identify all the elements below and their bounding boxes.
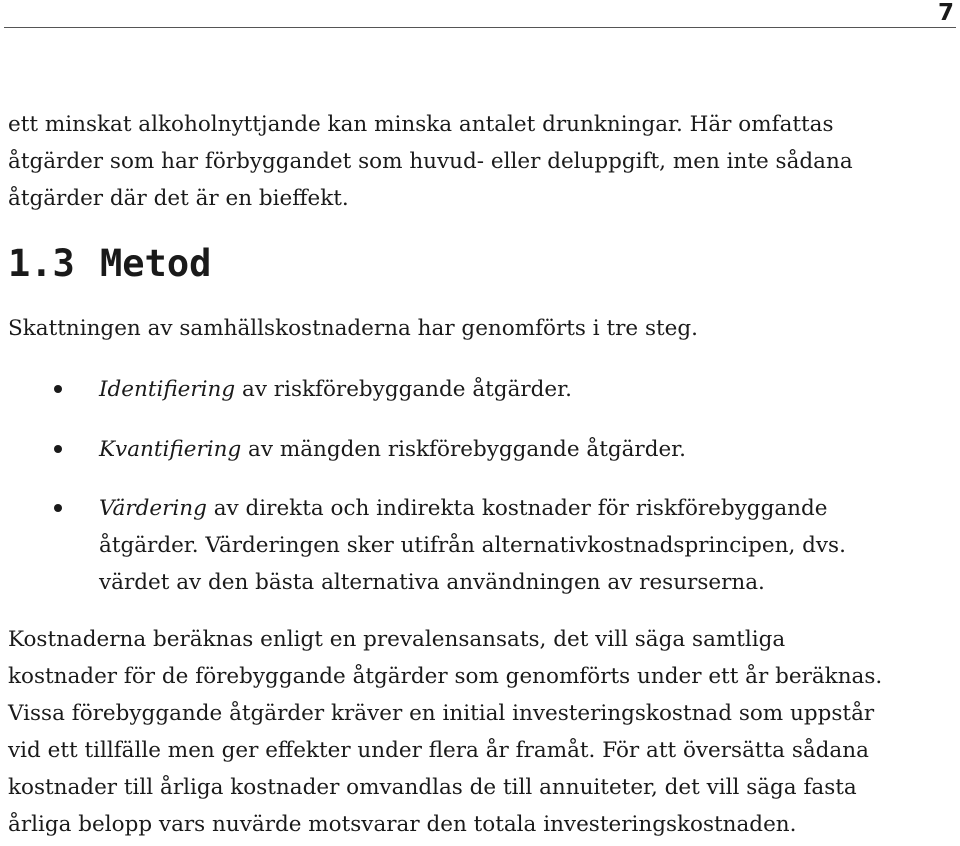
bullet-icon <box>54 445 62 453</box>
header-rule <box>4 27 956 28</box>
step-text: av mängden riskförebyggande åtgärder. <box>241 437 686 462</box>
step-item <box>99 490 846 601</box>
intro-line: åtgärder som har förbyggandet som huvud- eller deluppgift, men inte sådana <box>8 149 853 174</box>
page-number: 7 <box>937 0 954 26</box>
step-text: av riskförebyggande åtgärder. <box>235 377 572 402</box>
closing-line: kostnader för de förebyggande åtgärder som genomförts under ett år beräknas. <box>8 664 883 689</box>
intro-paragraph <box>8 106 853 217</box>
bullet-icon <box>54 385 62 393</box>
bullet-icon <box>54 504 62 512</box>
step-term: Värdering <box>99 496 207 521</box>
step-continuation: åtgärder. Värderingen sker utifrån alternativkostnadsprincipen, dvs. <box>99 533 846 558</box>
step-term: Identifiering <box>99 377 236 402</box>
method-intro: Skattningen av samhällskostnaderna har genomförts i tre steg. <box>8 316 698 341</box>
closing-line: Vissa förebyggande åtgärder kräver en initial investeringskostnad som uppstår <box>8 701 875 726</box>
intro-line: ett minskat alkoholnyttjande kan minska antalet drunkningar. Här omfattas <box>8 112 834 137</box>
intro-line: åtgärder där det är en bieffekt. <box>8 186 349 211</box>
closing-line: kostnader till årliga kostnader omvandlas de till annuiteter, det vill säga fasta <box>8 775 857 800</box>
closing-line: Kostnaderna beräknas enligt en prevalensansats, det vill säga samtliga <box>8 627 786 652</box>
step-item <box>99 371 572 408</box>
step-continuation: värdet av den bästa alternativa användningen av resurserna. <box>99 570 765 595</box>
closing-line: vid ett tillfälle men ger effekter under flera år framåt. För att översätta sådana <box>8 738 869 763</box>
section-heading <box>8 240 211 288</box>
step-term: Kvantifiering <box>99 437 242 462</box>
step-item <box>99 431 686 468</box>
closing-line: årliga belopp vars nuvärde motsvarar den totala investeringskostnaden. <box>8 812 797 837</box>
section-number: 1.3 <box>8 242 75 285</box>
closing-paragraph <box>8 621 882 843</box>
section-title: Metod <box>100 242 212 285</box>
step-text: av direkta och indirekta kostnader för riskförebyggande <box>206 496 828 521</box>
